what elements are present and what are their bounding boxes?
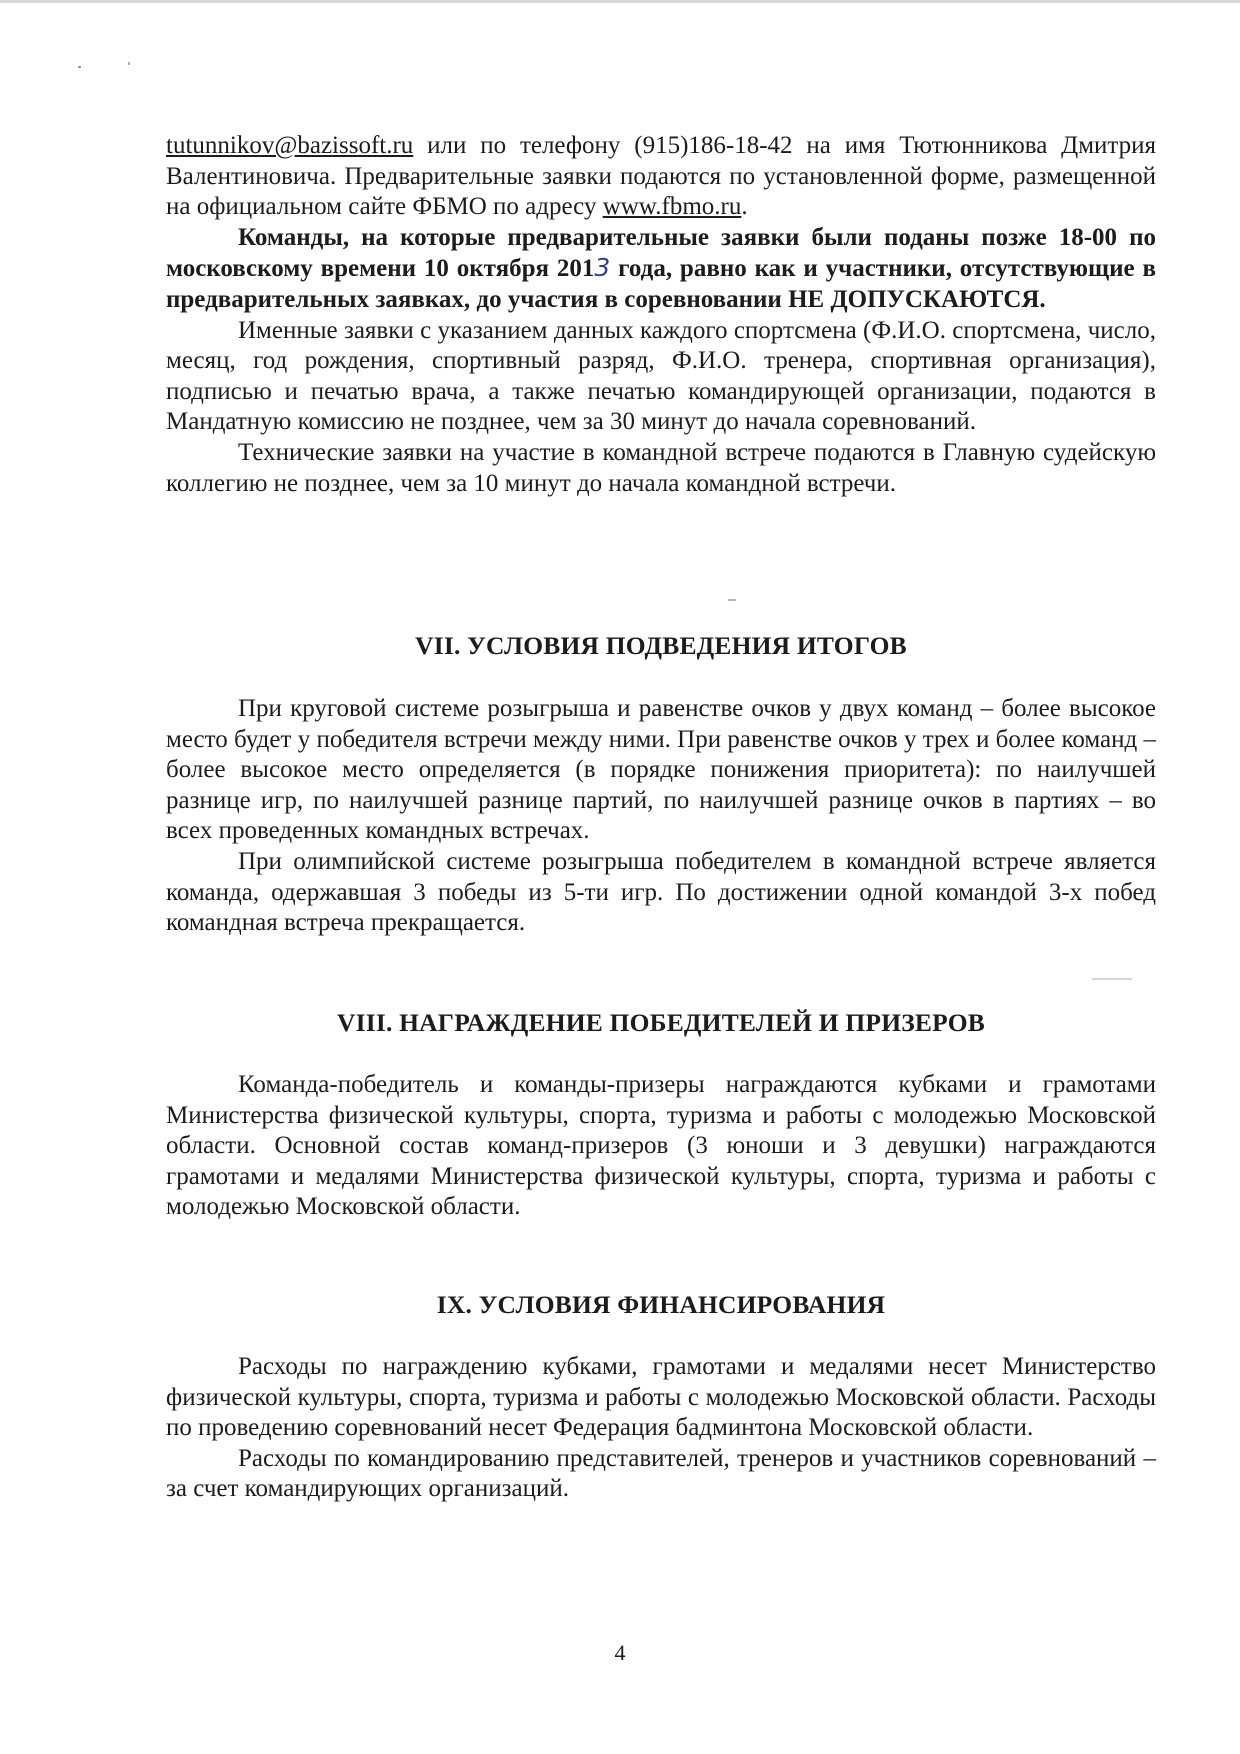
scan-dot xyxy=(78,66,81,68)
olympic-system-paragraph: При олимпийской системе розыгрыша победителем в командной встрече является команда, одержавшая 3 победы из 5-ти игр. По достижении одной командой 3-х побед командная встреча прекращается. xyxy=(166,847,1156,937)
travel-expenses-paragraph: Расходы по командированию представителей, тренеров и участников соревнований – за счет командирующих организаций. xyxy=(166,1444,1156,1503)
scan-dash xyxy=(728,599,736,601)
warning-text-after: года, равно как и участники, отсутствующие в предварительных заявках, до участия в соревновании НЕ ДОПУСКАЮТСЯ. xyxy=(166,255,1156,313)
section-8-title: VIII. НАГРАЖДЕНИЕ ПОБЕДИТЕЛЕЙ И ПРИЗЕРОВ xyxy=(337,1008,985,1037)
email-link[interactable]: tutunnikov@bazissoft.ru xyxy=(166,132,414,159)
section-8-body xyxy=(166,1070,1156,1223)
section-7-title: VII. УСЛОВИЯ ПОДВЕДЕНИЯ ИТОГОВ xyxy=(415,631,907,660)
section-7-body xyxy=(166,694,1156,939)
scan-dot xyxy=(128,62,130,65)
scan-top-edge xyxy=(0,0,1240,3)
handwritten-year-correction: 3 xyxy=(594,253,611,283)
contact-paragraph xyxy=(166,131,1156,223)
scan-dash xyxy=(1092,978,1132,980)
site-link[interactable]: www.fbmo.ru xyxy=(602,193,742,221)
contact-tail: . xyxy=(741,193,748,221)
section-9-title: IX. УСЛОВИЯ ФИНАНСИРОВАНИЯ xyxy=(436,1290,886,1319)
intro-block xyxy=(166,131,1156,499)
round-robin-paragraph: При круговой системе розыгрыша и равенстве очков у двух команд – более высокое место будет у победителя встречи между ними. При равенстве очков у трех и более команд – более высокое место определяется (в порядке понижения приоритета): по наилучшей разнице игр, по наилучшей разнице партий, по наилучшей разнице очков в партиях – во всех проведенных командных встречах. xyxy=(166,695,1156,845)
warning-text-before: Команды, на которые предварительные заявки были поданы позже 18-00 по московскому времени 10 октября 201 xyxy=(166,223,1156,283)
contact-text: или по телефону (915)186-18-42 на имя Тютюнникова Дмитрия Валентиновича. Предварительные заявки подаются по установленной форме, размещенной на официальном сайте ФБМО по адресу xyxy=(166,132,1156,221)
deadline-warning xyxy=(166,223,1156,316)
page-number: 4 xyxy=(614,1640,626,1665)
award-expenses-paragraph: Расходы по награждению кубками, грамотами и медалями несет Министерство физической культуры, спорта, туризма и работы с молодежью Московской области. Расходы по проведению соревнований несет Федерация бадминтона Московской области. xyxy=(166,1353,1156,1442)
section-9-body xyxy=(166,1352,1156,1505)
technical-applications-paragraph: Технические заявки на участие в командной встрече подаются в Главную судейскую коллегию не позднее, чем за 10 минут до начала командной встречи. xyxy=(166,438,1156,497)
named-applications-paragraph: Именные заявки с указанием данных каждого спортсмена (Ф.И.О. спортсмена, число, месяц, год рождения, спортивный разряд, Ф.И.О. тренера, спортивная организация), подписью и печатью врача, а также печатью командирующей организации, подаются в Мандатную комиссию не позднее, чем за 30 минут до начала соревнований. xyxy=(166,316,1156,436)
awards-paragraph: Команда-победитель и команды-призеры награждаются кубками и грамотами Министерства физической культуры, спорта, туризма и работы с молодежью Московской области. Основной состав команд-призеров (3 юноши и 3 девушки) награждаются грамотами и медалями Министерства физической культуры, спорта, туризма и работы с молодежью Московской области. xyxy=(166,1071,1156,1221)
